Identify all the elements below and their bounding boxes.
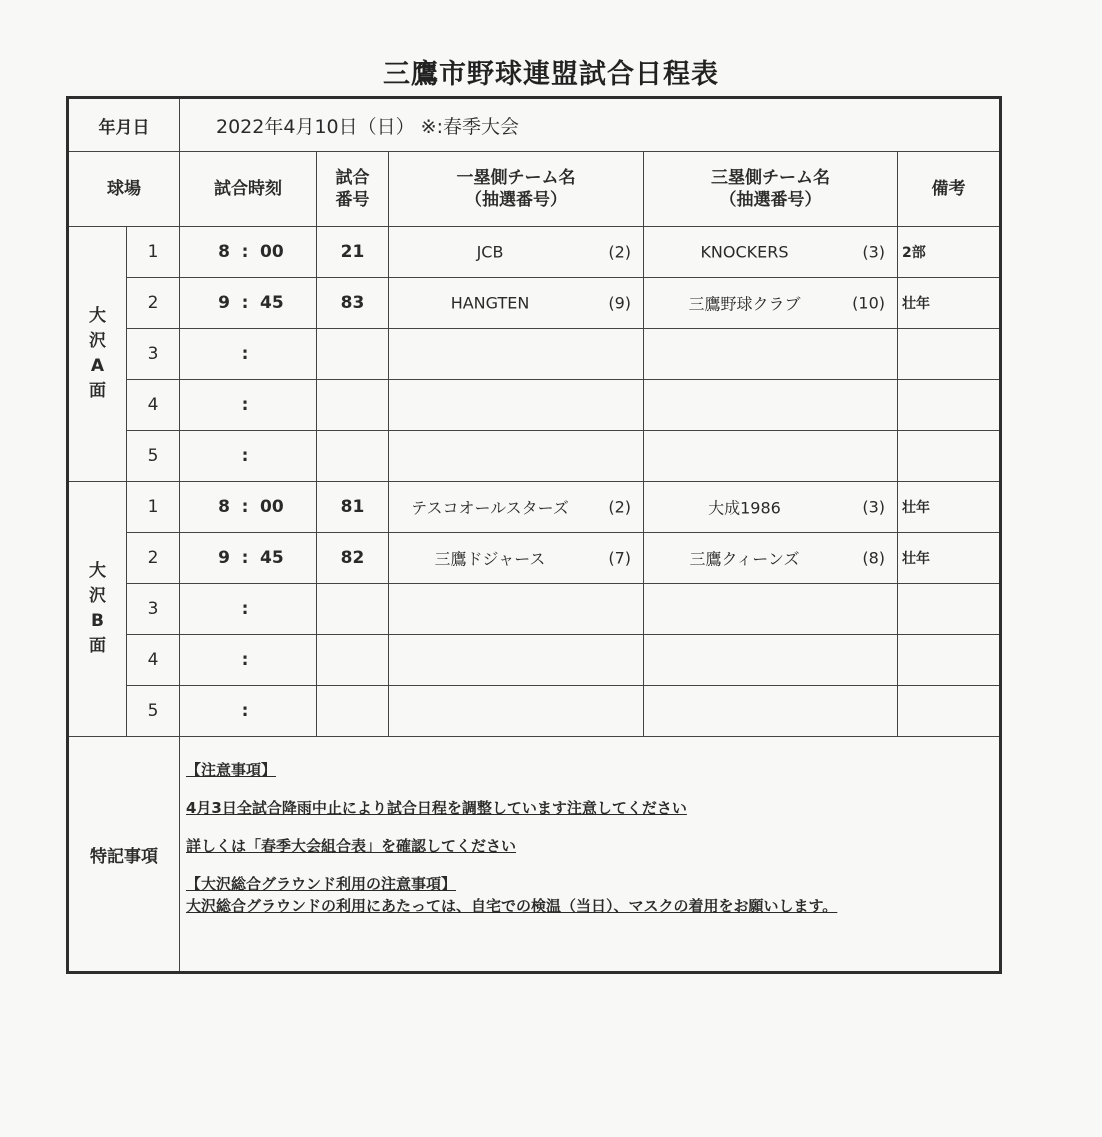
game-time-hour: 8 xyxy=(218,242,230,262)
venue-name-char: A xyxy=(90,356,105,376)
third-base-team-cell xyxy=(644,584,898,635)
table-row xyxy=(68,584,1001,635)
third-base-team-cell xyxy=(644,533,898,584)
time-colon: : xyxy=(241,446,249,466)
match-number xyxy=(317,584,389,635)
match-number-header-line1: 試合 xyxy=(335,168,370,188)
match-number xyxy=(317,431,389,482)
first-base-team-cell xyxy=(389,533,644,584)
third-base-header-line2: （抽選番号） xyxy=(719,190,822,210)
notes-line: 詳しくは「春季大会組合表」を確認してください xyxy=(186,837,517,855)
notes-line: 4月3日全試合降雨中止により試合日程を調整しています注意してください xyxy=(186,799,687,817)
venue-name-cell xyxy=(68,482,127,737)
match-number xyxy=(317,686,389,737)
third-base-lot-number: (3) xyxy=(862,242,885,262)
remark-cell xyxy=(898,329,1001,380)
game-slot-number: 5 xyxy=(127,431,180,482)
match-number: 21 xyxy=(317,227,389,278)
table-row xyxy=(68,482,1001,533)
first-base-lot-number: (2) xyxy=(608,497,631,517)
match-number-header-line2: 番号 xyxy=(335,190,370,210)
first-base-team-name: JCB xyxy=(476,242,504,262)
header-row xyxy=(68,152,1001,227)
third-base-lot-number: (8) xyxy=(862,548,885,568)
third-base-team-name: 三鷹クィーンズ xyxy=(689,549,800,569)
time-colon: : xyxy=(241,548,249,568)
time-colon: : xyxy=(241,701,249,721)
third-base-team-cell xyxy=(644,227,898,278)
game-slot-number: 4 xyxy=(127,380,180,431)
venue-name-char: 沢 xyxy=(89,331,106,351)
game-time-cell xyxy=(180,533,317,584)
game-time-minute: 00 xyxy=(260,497,284,517)
first-base-team-cell xyxy=(389,380,644,431)
time-colon: : xyxy=(241,497,249,517)
remark-cell xyxy=(898,584,1001,635)
first-base-team-name: HANGTEN xyxy=(450,293,530,313)
third-base-team-cell xyxy=(644,329,898,380)
date-label: 年月日 xyxy=(68,98,180,152)
table-row xyxy=(68,278,1001,329)
game-time-hour: 9 xyxy=(218,293,230,313)
venue-name-char: 面 xyxy=(89,381,106,401)
game-slot-number: 1 xyxy=(127,482,180,533)
schedule-table xyxy=(66,96,1002,974)
table-row xyxy=(68,329,1001,380)
first-base-team-cell xyxy=(389,431,644,482)
game-time-cell xyxy=(180,635,317,686)
third-base-team-name: 大成1986 xyxy=(708,498,781,518)
notes-row xyxy=(68,737,1001,973)
venue-name-char: 大 xyxy=(89,561,106,581)
venue-name-char: 面 xyxy=(89,636,106,656)
venue-name-char: 大 xyxy=(89,306,106,326)
game-time-cell xyxy=(180,380,317,431)
remark-cell: 壮年 xyxy=(898,482,1001,533)
game-slot-number: 4 xyxy=(127,635,180,686)
time-colon: : xyxy=(241,650,249,670)
game-slot-number: 2 xyxy=(127,533,180,584)
game-slot-number: 3 xyxy=(127,584,180,635)
table-row xyxy=(68,686,1001,737)
first-base-team-cell xyxy=(389,686,644,737)
notes-line: 大沢総合グラウンドの利用にあたっては、自宅での検温（当日）、マスクの着用をお願いします。 xyxy=(186,897,838,915)
third-base-team-cell xyxy=(644,431,898,482)
remark-cell xyxy=(898,431,1001,482)
remark-cell: 壮年 xyxy=(898,533,1001,584)
first-base-team-cell xyxy=(389,227,644,278)
game-time-hour: 9 xyxy=(218,548,230,568)
notes-line: 【注意事項】 xyxy=(186,761,277,779)
game-time-cell xyxy=(180,584,317,635)
date-value: 2022年4月10日（日） ※:春季大会 xyxy=(180,98,1001,152)
game-time-hour: 8 xyxy=(218,497,230,517)
third-base-team-cell xyxy=(644,380,898,431)
venue-name-char: 沢 xyxy=(89,586,106,606)
third-base-lot-number: (3) xyxy=(862,497,885,517)
remark-cell: 壮年 xyxy=(898,278,1001,329)
time-colon: : xyxy=(241,242,249,262)
match-number-header xyxy=(317,152,389,227)
match-number xyxy=(317,635,389,686)
game-slot-number: 3 xyxy=(127,329,180,380)
first-base-lot-number: (2) xyxy=(608,242,631,262)
document-title: 三鷹市野球連盟試合日程表 xyxy=(383,59,719,90)
first-base-team-name: 三鷹ドジャース xyxy=(434,549,546,569)
game-time-cell xyxy=(180,278,317,329)
game-time-minute: 45 xyxy=(260,293,284,313)
table-row xyxy=(68,533,1001,584)
game-time-cell xyxy=(180,227,317,278)
venue-name-char: B xyxy=(91,611,104,631)
third-base-team-cell xyxy=(644,278,898,329)
third-base-team-name: KNOCKERS xyxy=(700,242,789,262)
table-row xyxy=(68,227,1001,278)
game-slot-number: 5 xyxy=(127,686,180,737)
remark-cell xyxy=(898,635,1001,686)
venue-name-cell xyxy=(68,227,127,482)
third-base-team-cell xyxy=(644,635,898,686)
game-slot-number: 2 xyxy=(127,278,180,329)
first-base-team-cell xyxy=(389,584,644,635)
remark-cell xyxy=(898,686,1001,737)
time-header: 試合時刻 xyxy=(180,152,317,227)
remarks-header: 備考 xyxy=(898,152,1001,227)
third-base-header-line1: 三塁側チーム名 xyxy=(711,168,830,188)
time-colon: : xyxy=(241,599,249,619)
first-base-header-line1: 一塁側チーム名 xyxy=(456,168,576,188)
first-base-lot-number: (7) xyxy=(608,548,631,568)
first-base-team-cell xyxy=(389,278,644,329)
first-base-team-cell xyxy=(389,329,644,380)
notes-label: 特記事項 xyxy=(68,737,180,973)
game-time-minute: 45 xyxy=(260,548,284,568)
first-base-team-name: テスコオールスターズ xyxy=(411,498,569,518)
first-base-team-header xyxy=(389,152,644,227)
table-row xyxy=(68,380,1001,431)
third-base-team-header xyxy=(644,152,898,227)
game-slot-number: 1 xyxy=(127,227,180,278)
date-row xyxy=(68,98,1001,152)
match-number xyxy=(317,380,389,431)
time-colon: : xyxy=(241,395,249,415)
game-time-cell xyxy=(180,431,317,482)
venue-header: 球場 xyxy=(68,152,180,227)
table-row xyxy=(68,635,1001,686)
match-number xyxy=(317,329,389,380)
remark-cell xyxy=(898,380,1001,431)
match-number: 83 xyxy=(317,278,389,329)
game-time-cell xyxy=(180,686,317,737)
notes-line: 【大沢総合グラウンド利用の注意事項】 xyxy=(186,875,457,893)
third-base-lot-number: (10) xyxy=(852,293,885,313)
third-base-team-cell xyxy=(644,482,898,533)
notes-content xyxy=(180,737,1001,973)
match-number: 82 xyxy=(317,533,389,584)
game-time-cell xyxy=(180,329,317,380)
match-number: 81 xyxy=(317,482,389,533)
game-time-minute: 00 xyxy=(260,242,284,262)
first-base-team-cell xyxy=(389,482,644,533)
game-time-cell xyxy=(180,482,317,533)
time-colon: : xyxy=(241,344,249,364)
first-base-header-line2: （抽選番号） xyxy=(465,190,567,210)
first-base-lot-number: (9) xyxy=(608,293,631,313)
remark-cell: 2部 xyxy=(898,227,1001,278)
third-base-team-name: 三鷹野球クラブ xyxy=(688,294,801,314)
time-colon: : xyxy=(241,293,249,313)
table-row xyxy=(68,431,1001,482)
third-base-team-cell xyxy=(644,686,898,737)
first-base-team-cell xyxy=(389,635,644,686)
